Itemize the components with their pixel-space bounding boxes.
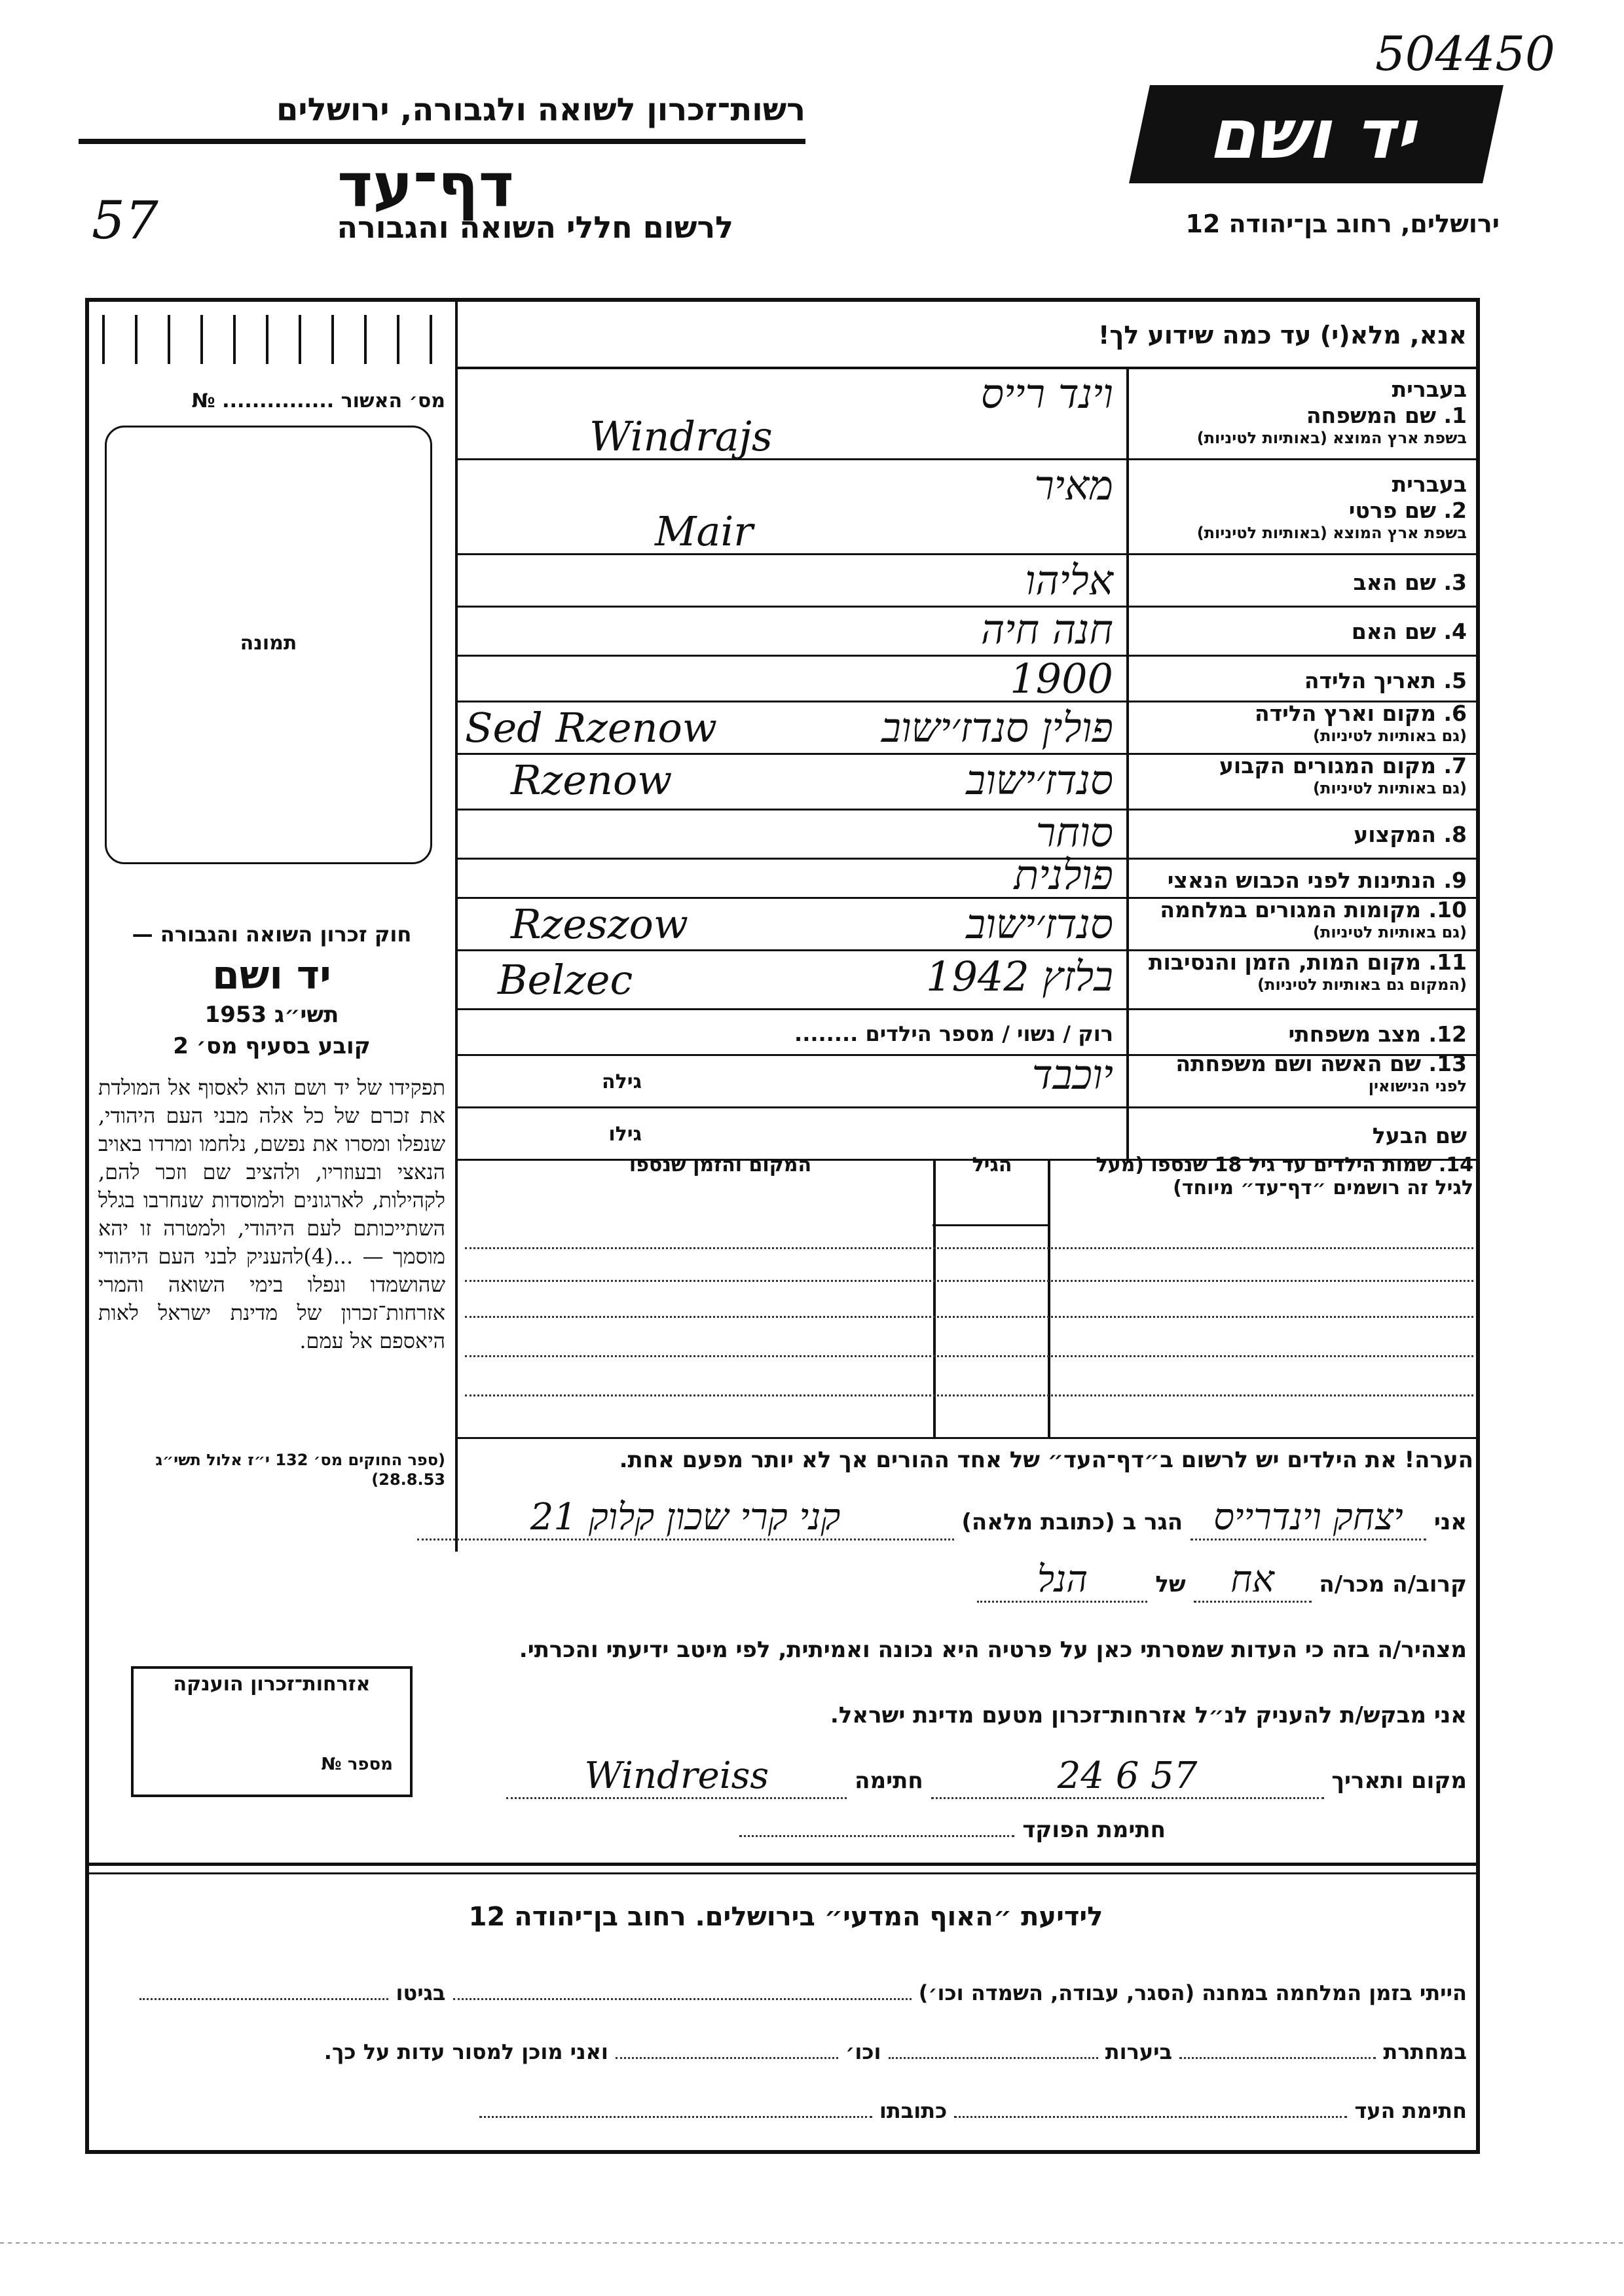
field-family-name-label: בעברית 1. שם המשפחה בשפת ארץ המוצא (באותיות לטיניות) [1196, 376, 1467, 447]
row-line [458, 553, 1480, 555]
footer-line-1: הייתי בזמן המלחמה במחנה (הסגר, עבודה, השמדה וכו׳) בגיטו [118, 1980, 1467, 2005]
place-date-line: מקום ותאריך 24 6 57 חתימה Windreiss [118, 1755, 1467, 1799]
footer-rule [89, 1863, 1476, 1866]
archive-number: 504450 [1375, 26, 1555, 81]
field-wife-age-label: גילה [602, 1070, 642, 1093]
row-line [458, 1106, 1480, 1108]
children-note: הערה! את הילדים יש לרשום ב״דף־העד״ של אחד ההורים אך לא יותר מפעם אחת. [619, 1447, 1473, 1473]
officer-line: חתימת הפוקד [393, 1817, 1166, 1843]
children-entry-line[interactable] [465, 1316, 1473, 1318]
field-birthplace-value[interactable]: פולין סנדז׳ישוב [881, 704, 1113, 752]
underground-field[interactable] [1179, 2057, 1376, 2059]
header-rule [79, 139, 805, 144]
relation-of-field[interactable]: הנל [977, 1558, 1147, 1603]
field-birthplace-latin[interactable]: Sed Rzenow [465, 704, 717, 752]
law-name: יד ושם [212, 953, 331, 998]
field-marital-value[interactable]: רוק / נשוי / מספר הילדים ........ [794, 1021, 1113, 1046]
field-mother-value[interactable]: חנה חיה [980, 606, 1113, 653]
ghetto-field[interactable] [139, 1998, 388, 2000]
children-header-age: הגיל [972, 1154, 1012, 1176]
children-header-names: 14. שמות הילדים עד גיל 18 שנספו (מעל לגיל זה רושמים ״דף־עד״ מיוחד) [1096, 1154, 1473, 1199]
photo-label: תמונה [240, 632, 297, 655]
law-source: (ספר החוקים מס׳ 132 י״ז אלול תשי״ג 28.8.53) [155, 1451, 445, 1489]
request-line: אני מבקש/ת להעניק לנ״ל אזרחות־זכרון מטעם מדינת ישראל. [830, 1702, 1467, 1728]
header-org-name: רשות־זכרון לשואה ולגבורה, ירושלים [276, 92, 805, 128]
children-entry-line[interactable] [465, 1280, 1473, 1282]
field-father-value[interactable]: אליהו [1025, 556, 1113, 604]
witness-signature-field[interactable] [954, 2116, 1347, 2118]
sheet-number: 57 [92, 190, 158, 251]
label-divider [1126, 367, 1129, 1162]
stamp-number-label: מספר № [321, 1755, 393, 1774]
declarant-name-field[interactable]: יצחק וינדרייס [1190, 1496, 1426, 1540]
left-column-divider [455, 298, 458, 1552]
field-nationality-label: 9. הנתינות לפני הכבוש הנאצי [1167, 867, 1467, 893]
footer-line-2: במחתרת ביערות וכו׳ ואני מוכן למסור עדות על כך. [323, 2039, 1467, 2064]
relation-line: קרוב/ה מכר/ה אח של הנל [118, 1558, 1467, 1603]
field-war-residence-latin[interactable]: Rzeszow [511, 900, 688, 948]
children-table-bottom [458, 1437, 1480, 1439]
statement-line: מצהיר/ה בזה כי העדות שמסרתי כאן על פרטיה היא נכונה ואמיתית, לפי מיטב ידיעתי והכרתי. [519, 1637, 1467, 1663]
relation-field[interactable]: אח [1194, 1558, 1312, 1603]
field-husband-label: שם הבעל [1372, 1123, 1467, 1148]
signature-field[interactable]: Windreiss [506, 1755, 847, 1799]
field-father-label: 3. שם האב [1353, 570, 1467, 595]
header-address: ירושלים, רחוב בן־יהודה 12 [1185, 210, 1500, 238]
footer-line-3: חתימת העד כתובתו [118, 2098, 1467, 2123]
officer-signature-field[interactable] [739, 1835, 1014, 1837]
children-entry-line[interactable] [465, 1355, 1473, 1357]
intro-rule [455, 367, 1480, 369]
form-title: דף־עד [337, 151, 514, 221]
approval-number-field: מס׳ האשור ............... № [191, 390, 445, 412]
field-death-place-latin[interactable]: Belzec [498, 956, 633, 1004]
field-residence-label: 7. מקום המגורים הקבוע (גם באותיות לטיניות) [1219, 753, 1467, 797]
law-title: חוק זכרון השואה והגבורה — [132, 922, 412, 947]
field-wife-label: 13. שם האשה ושם משפחתה לפני הנישואין [1175, 1051, 1467, 1095]
field-nationality-value[interactable]: פולנית [1014, 851, 1113, 899]
intro-instruction: אנא, מלא(י) עד כמה שידוע לך! [1098, 321, 1467, 350]
field-first-name-label: בעברית 2. שם פרטי בשפת ארץ המוצא (באותיות לטיניות) [1196, 471, 1467, 542]
form-subtitle: לרשום חללי השואה והגבורה [337, 210, 733, 245]
field-marital-label: 12. מצב משפחתי [1288, 1021, 1467, 1047]
field-birth-date-label: 5. תאריך הלידה [1304, 668, 1467, 693]
field-first-name-latin[interactable]: Mair [655, 507, 753, 555]
field-mother-label: 4. שם האם [1351, 619, 1467, 644]
field-family-name-value[interactable]: וינד רייס [980, 370, 1113, 418]
field-birthplace-label: 6. מקום וארץ הלידה (גם באותיות לטיניות) [1255, 701, 1467, 745]
field-husband-age-label: גילו [608, 1123, 642, 1146]
law-text: תפקידו של יד ושם הוא לאסוף אל המולדת את זכרם של כל אלה מבני העם היהודי, שנפלו ומסרו את נפשם, נלחמו ומרדו באויב הנאצי ובעוזריו, ולהציב שם וזכר להם, לקהילות, לארגונים ולמוסדות שנחרבו בגלל השתייכותם לעם היהודי, ולמטרה זו יהא מוסמך — ...(4)להעניק לבני העם היהודי שהושמדו ונפלו בימי השואה והמרי אזרחות־זכרון של מדינת ישראל לאות היאספם אל עמם. [98, 1075, 446, 1353]
camp-field[interactable] [453, 1998, 912, 2000]
row-line [458, 1008, 1480, 1010]
scan-artifact [0, 2242, 1624, 2244]
children-entry-line[interactable] [465, 1247, 1473, 1249]
field-war-residence-label: 10. מקומות המגורים במלחמה (גם באותיות לטיניות) [1160, 897, 1467, 941]
law-year: תשי״ג 1953 [204, 1002, 339, 1028]
field-profession-label: 8. המקצוע [1354, 822, 1467, 847]
field-residence-latin[interactable]: Rzenow [511, 756, 673, 804]
law-section: קובע בסעיף מס׳ 2 [173, 1033, 371, 1059]
etc-field[interactable] [616, 2057, 838, 2059]
children-header-place: המקום והזמן שנספו [629, 1154, 812, 1176]
children-rule [932, 1224, 1050, 1226]
date-field[interactable]: 24 6 57 [931, 1755, 1324, 1799]
field-profession-value[interactable]: סוחר [1035, 809, 1113, 856]
field-birth-date-value[interactable]: 1900 [1010, 655, 1113, 702]
field-death-place-label: 11. מקום המות, הזמן והנסיבות (המקום גם באותיות לטיניות) [1148, 949, 1467, 994]
field-death-place-value[interactable]: בלזץ 1942 [926, 953, 1113, 1000]
field-war-residence-value[interactable]: סנדז׳ישוב [966, 900, 1113, 948]
field-first-name-value[interactable]: מאיר [1034, 462, 1113, 509]
yad-vashem-logo: יד ושם [1129, 85, 1504, 183]
declarant-line: אני יצחק וינדרייס הגר ב (כתובת מלאה) קני קרי שכון קלוק 21 [118, 1496, 1467, 1540]
field-family-name-latin[interactable]: Windrajs [589, 412, 773, 460]
declarant-address-field[interactable]: קני קרי שכון קלוק 21 [417, 1496, 954, 1540]
tick-marks [89, 302, 455, 374]
witness-address-field[interactable] [479, 2116, 872, 2118]
forests-field[interactable] [889, 2057, 1098, 2059]
stamp-title: אזרחות־זכרון הוענקה [173, 1673, 371, 1696]
field-residence-value[interactable]: סנדז׳ישוב [966, 756, 1113, 804]
field-wife-value[interactable]: יוכבד [1031, 1051, 1113, 1099]
footer-rule [89, 1872, 1476, 1874]
children-entry-line[interactable] [465, 1394, 1473, 1396]
footer-title: לידיעת ״האוף המדעי״ בירושלים. רחוב בן־יהודה 12 [468, 1902, 1103, 1932]
